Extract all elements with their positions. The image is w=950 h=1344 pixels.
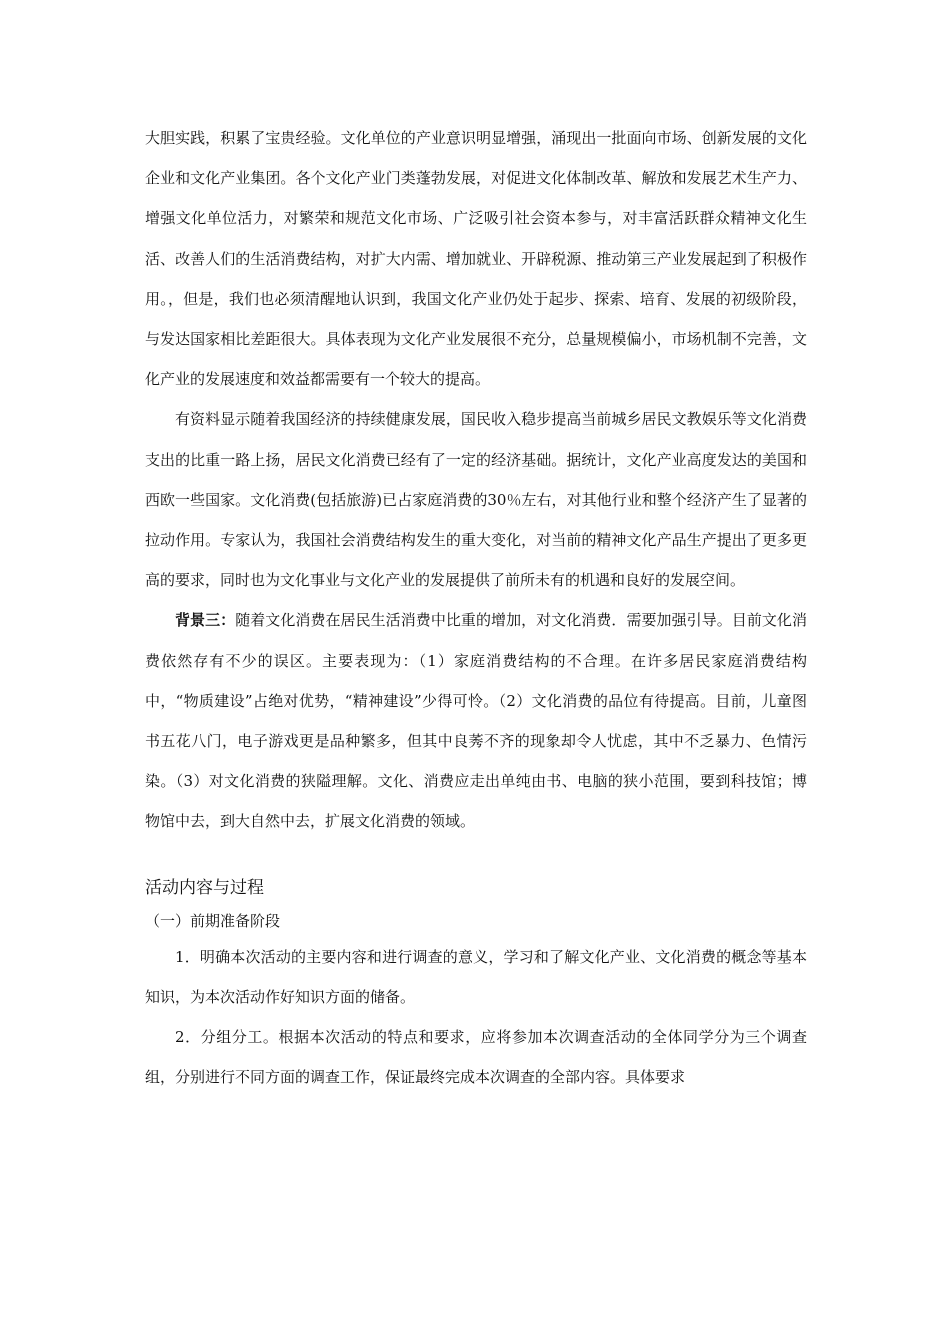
paragraph-cultural-consumption-data: 有资料显示随着我国经济的持续健康发展，国民收入稳步提高当前城乡居民文教娱乐等文化消费支出的比重一路上扬，居民文化消费已经有了一定的经济基础。据统计，文化产业高度发达的美国和西欧一些国家。文化消费(包括旅游)已占家庭消费的30％左右，对其他行业和整个经济产生了显著的拉动作用。专家认为，我国社会消费结构发生的重大变化，对当前的精神文化产品生产提出了更多更高的要求，同时也为文化事业与文化产业的发展提供了前所未有的机遇和良好的发展空间。 [145,410,807,590]
section-heading-activity-content: 活动内容与过程 [145,877,264,898]
document-body [145,118,807,1097]
list-item-group-division: 2．分组分工。根据本次活动的特点和要求，应将参加本次调查活动的全体同学分为三个调查组，分别进行不同方面的调查工作，保证最终完成本次调查的全部内容。具体要求 [145,1028,807,1087]
background-three-label: 背景三： [175,611,236,630]
sub-heading-preparation-stage: （一）前期准备阶段 [145,911,281,930]
paragraph-cultural-industry-status: 大胆实践，积累了宝贵经验。文化单位的产业意识明显增强，涌现出一批面向市场、创新发展的文化企业和文化产业集团。各个文化产业门类蓬勃发展，对促进文化体制改革、解放和发展艺术生产力、增强文化单位活力，对繁荣和规范文化市场、广泛吸引社会资本参与，对丰富活跃群众精神文化生活、改善人们的生活消费结构，对扩大内需、增加就业、开辟税源、推动第三产业发展起到了积极作用。，但是，我们也必须清醒地认识到，我国文化产业仍处于起步、探索、培育、发展的初级阶段，与发达国家相比差距很大。具体表现为文化产业发展很不充分，总量规模偏小，市场机制不完善，文化产业的发展速度和效益都需要有一个较大的提高。 [145,129,807,389]
list-item-clarify-content: 1．明确本次活动的主要内容和进行调查的意义，学习和了解文化产业、文化消费的概念等基本知识，为本次活动作好知识方面的储备。 [145,947,807,1006]
paragraph-background-three [145,600,807,841]
background-three-text: 随着文化消费在居民生活消费中比重的增加，对文化消费．需要加强引导。目前文化消费依然存有不少的误区。主要表现为：（1）家庭消费结构的不合理。在许多居民家庭消费结构中，“物质建设”占绝对优势，“精神建设”少得可怜。（2）文化消费的品位有待提高。目前，儿童图书五花八门，电子游戏更是品种繁多，但其中良莠不齐的现象却令人忧虑，其中不乏暴力、色情污染。（3）对文化消费的狭隘理解。文化、消费应走出单纯由书、电脑的狭小范围，要到科技馆；博物馆中去，到大自然中去，扩展文化消费的领域。 [145,611,807,831]
